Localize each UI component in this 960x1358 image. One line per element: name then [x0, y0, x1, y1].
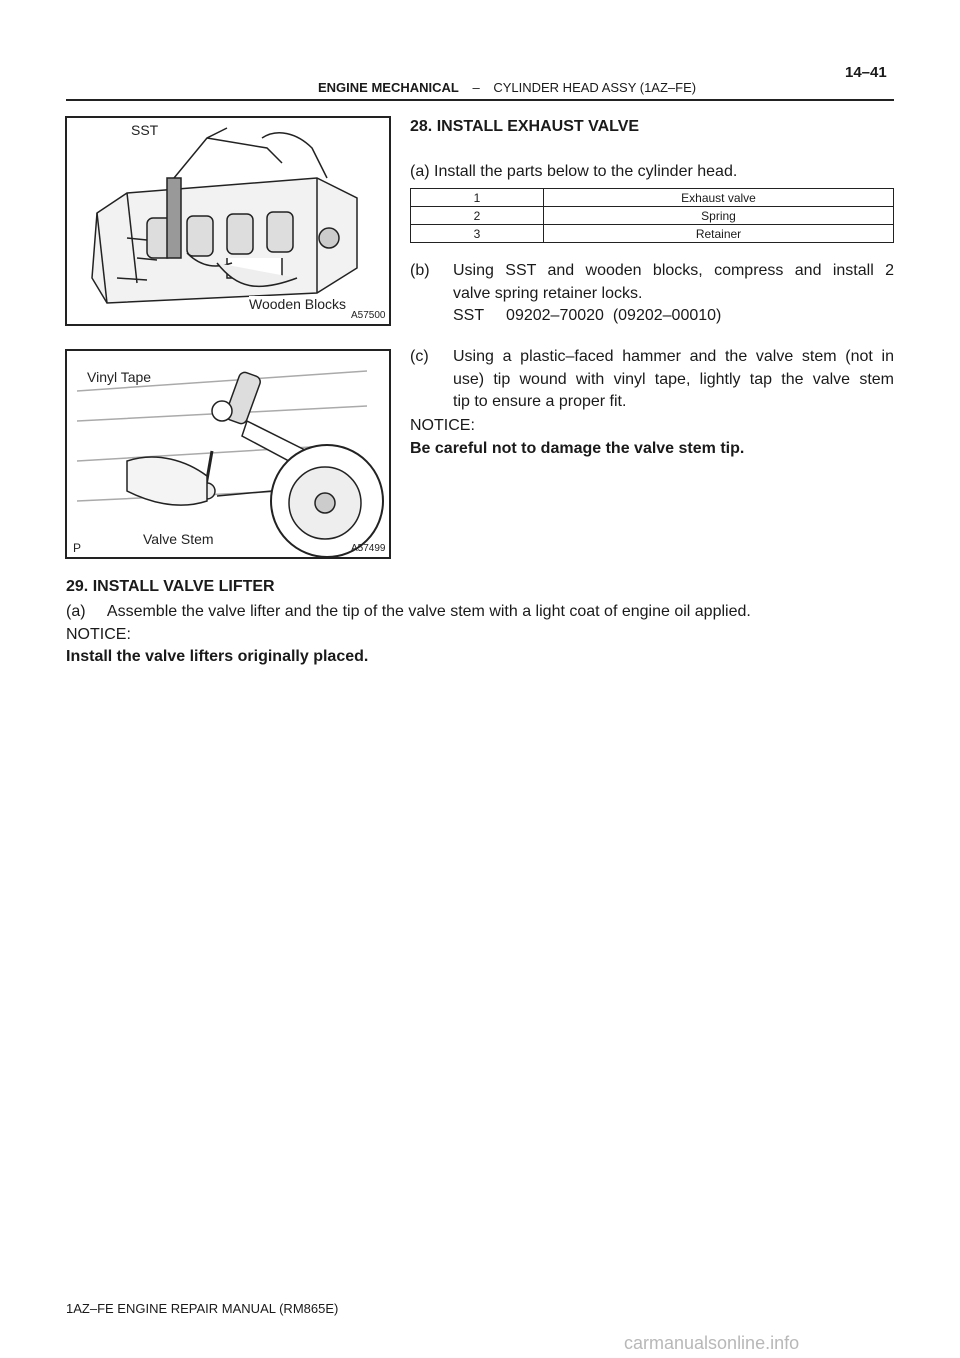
engine-illustration-1: [67, 118, 389, 324]
figure-vinyl-tape: [65, 349, 391, 559]
watermark: carmanualsonline.info: [624, 1333, 800, 1353]
step-28-a: (a) Install the parts below to the cylinder head.: [410, 163, 738, 180]
step-28-b-line1: Using SST and wooden blocks, compress and install 2: [453, 262, 894, 279]
label-sst: SST: [131, 122, 159, 138]
step-28-b-line2: valve spring retainer locks.: [453, 285, 643, 302]
step-28-notice-label: NOTICE:: [410, 417, 475, 434]
table-row: [411, 207, 894, 225]
step-28-b-sst: SST 09202–70020 (09202–00010): [453, 307, 722, 324]
step-28-c-line2: use) tip wound with vinyl tape, lightly tap the valve stem: [453, 371, 894, 388]
table-cell-part: Spring: [544, 207, 894, 225]
label-wooden-blocks: Wooden Blocks: [249, 296, 347, 312]
step-28-title: 28. INSTALL EXHAUST VALVE: [410, 118, 640, 135]
page-number: 14–41: [845, 64, 887, 81]
footer-manual-title: 1AZ–FE ENGINE REPAIR MANUAL (RM865E): [66, 1301, 339, 1316]
step-29-a: (a) Assemble the valve lifter and the tip of the valve stem with a light coat of engine oil applied.: [66, 603, 751, 620]
table-cell-part: Retainer: [544, 225, 894, 243]
table-cell-no: 1: [411, 189, 544, 207]
label-vinyl-tape: Vinyl Tape: [87, 369, 152, 385]
header-rule: [66, 99, 894, 101]
header-subsection: CYLINDER HEAD ASSY (1AZ–FE): [493, 80, 697, 95]
figure-code-1: A57500: [351, 310, 386, 321]
parts-table: [410, 188, 894, 243]
header-section-title: ENGINE MECHANICAL: [318, 80, 459, 95]
table-cell-no: 3: [411, 225, 544, 243]
step-28-c-line3: tip to ensure a proper fit.: [453, 393, 627, 410]
step-28-c-line1: Using a plastic–faced hammer and the valve stem (not in: [453, 348, 894, 365]
figure-corner-mark: P: [73, 541, 82, 555]
label-valve-stem: Valve Stem: [143, 531, 214, 547]
table-row: [411, 225, 894, 243]
figure-code-2: A57499: [351, 543, 386, 554]
step-28-notice-text: Be careful not to damage the valve stem tip.: [410, 440, 745, 457]
table-cell-no: 2: [411, 207, 544, 225]
step-29-title: 29. INSTALL VALVE LIFTER: [66, 578, 275, 595]
step-29-notice-text: Install the valve lifters originally placed.: [66, 648, 369, 665]
header-dash: –: [472, 80, 480, 95]
step-28-b-mark: (b): [410, 262, 430, 279]
table-cell-part: Exhaust valve: [544, 189, 894, 207]
step-28-c-mark: (c): [410, 348, 429, 365]
table-row: [411, 189, 894, 207]
figure-sst-compress: [65, 116, 391, 326]
step-29-notice-label: NOTICE:: [66, 626, 131, 643]
header-section: [318, 80, 696, 95]
